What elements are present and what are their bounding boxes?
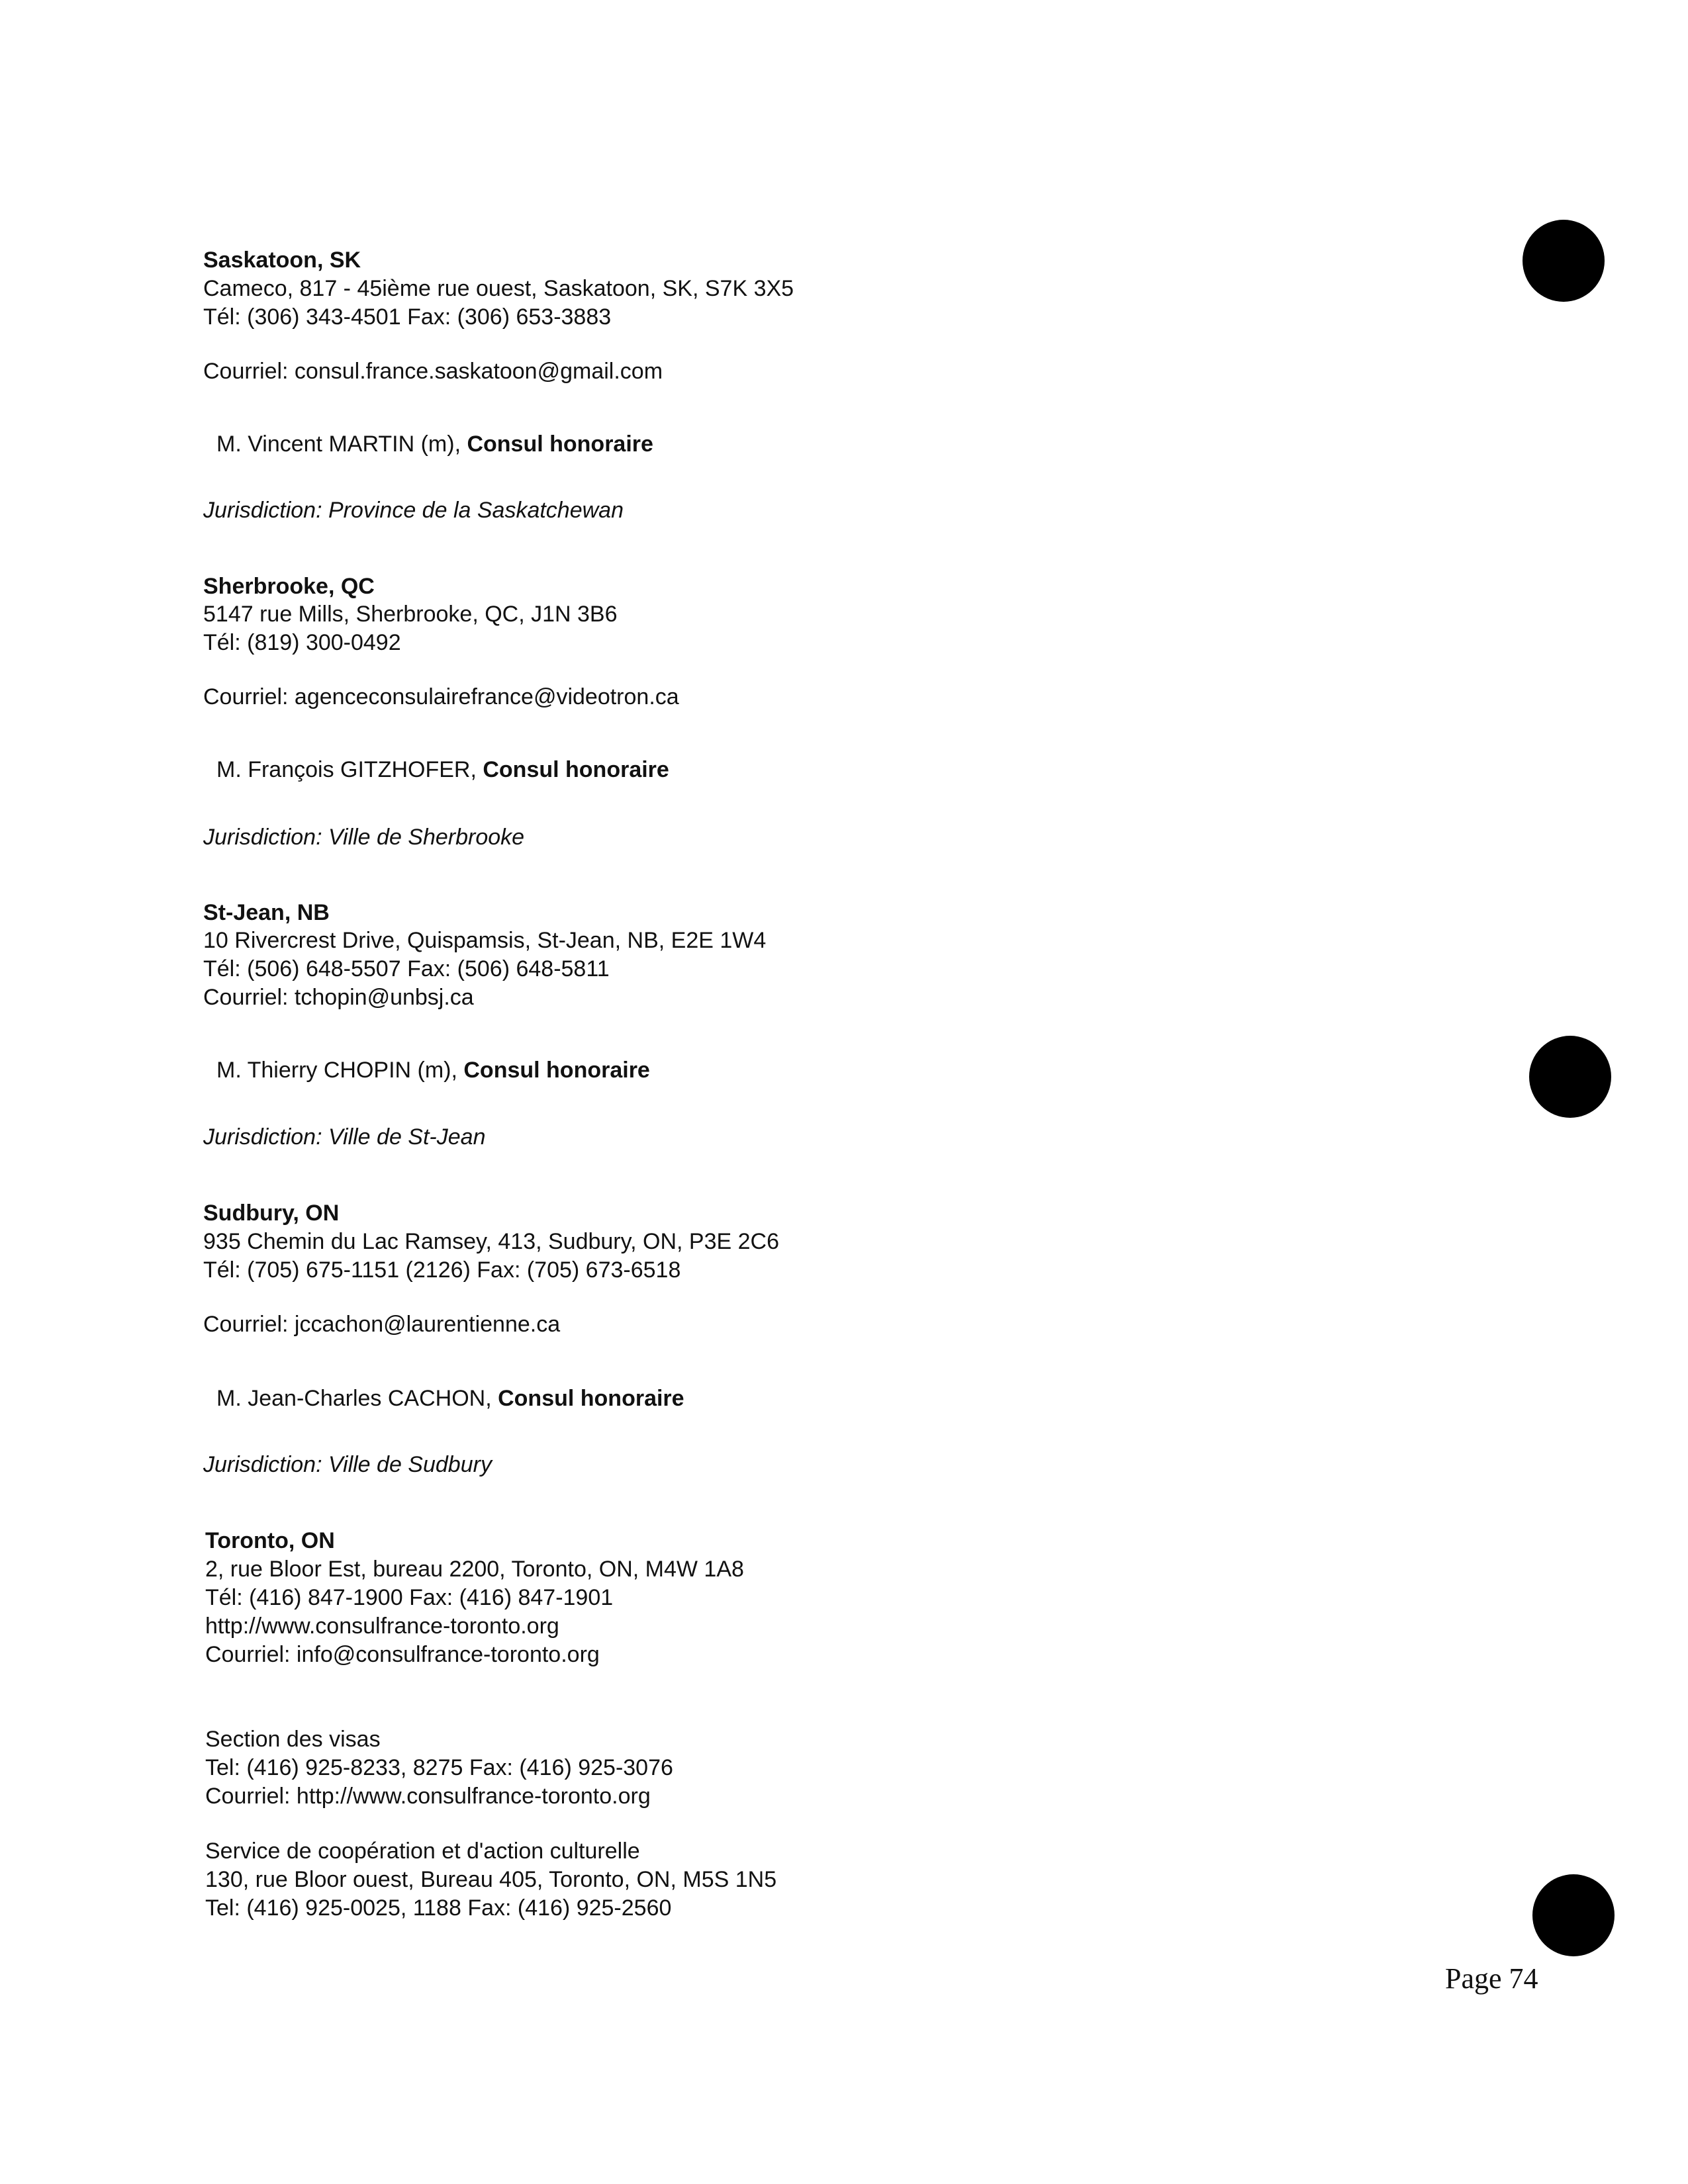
- toronto-heading: Toronto, ON: [205, 1528, 335, 1553]
- consul-role: Consul honoraire: [498, 1386, 684, 1411]
- punch-hole-middle: [1529, 1036, 1611, 1118]
- saskatoon-heading: Saskatoon, SK: [203, 248, 361, 273]
- sudbury-email: Courriel: jccachon@laurentienne.ca: [203, 1312, 561, 1337]
- punch-hole-top: [1523, 220, 1605, 302]
- stjean-address: 10 Rivercrest Drive, Quispamsis, St-Jean, NB, E2E 1W4: [203, 928, 767, 953]
- toronto-tel: Tél: (416) 847-1900 Fax: (416) 847-1901: [205, 1585, 614, 1610]
- toronto-email: Courriel: info@consulfrance-toronto.org: [205, 1642, 600, 1667]
- saskatoon-jurisdiction: Jurisdiction: Province de la Saskatchewan: [203, 498, 624, 523]
- page-number: Page 74: [1445, 1962, 1538, 1995]
- stjean-email: Courriel: tchopin@unbsj.ca: [203, 985, 474, 1010]
- saskatoon-consul: [216, 430, 653, 459]
- sudbury-jurisdiction: Jurisdiction: Ville de Sudbury: [203, 1452, 492, 1477]
- sherbrooke-jurisdiction: Jurisdiction: Ville de Sherbrooke: [203, 825, 525, 850]
- sherbrooke-tel: Tél: (819) 300-0492: [203, 630, 401, 655]
- consul-role: Consul honoraire: [463, 1058, 650, 1083]
- sherbrooke-address: 5147 rue Mills, Sherbrooke, QC, J1N 3B6: [203, 602, 618, 627]
- culture-tel: Tel: (416) 925-0025, 1188 Fax: (416) 925-2560: [205, 1895, 672, 1921]
- visas-tel: Tel: (416) 925-8233, 8275 Fax: (416) 925-3076: [205, 1755, 673, 1780]
- sudbury-address: 935 Chemin du Lac Ramsey, 413, Sudbury, ON, P3E 2C6: [203, 1229, 779, 1254]
- saskatoon-tel: Tél: (306) 343-4501 Fax: (306) 653-3883: [203, 304, 612, 330]
- sherbrooke-consul: [216, 756, 669, 784]
- visas-section-title: Section des visas: [205, 1727, 381, 1752]
- sherbrooke-heading: Sherbrooke, QC: [203, 574, 375, 599]
- toronto-website: http://www.consulfrance-toronto.org: [205, 1614, 559, 1639]
- stjean-jurisdiction: Jurisdiction: Ville de St-Jean: [203, 1124, 486, 1150]
- consul-role: Consul honoraire: [467, 432, 653, 457]
- toronto-address: 2, rue Bloor Est, bureau 2200, Toronto, ON, M4W 1A8: [205, 1557, 744, 1582]
- stjean-tel: Tél: (506) 648-5507 Fax: (506) 648-5811: [203, 956, 610, 981]
- visas-email: Courriel: http://www.consulfrance-toronto.org: [205, 1784, 651, 1809]
- sudbury-consul: [216, 1385, 684, 1413]
- sudbury-heading: Sudbury, ON: [203, 1201, 340, 1226]
- saskatoon-email: Courriel: consul.france.saskatoon@gmail.com: [203, 359, 663, 384]
- sherbrooke-email: Courriel: agenceconsulairefrance@videotron.ca: [203, 684, 679, 709]
- consul-name: M. François GITZHOFER,: [216, 757, 483, 782]
- culture-address: 130, rue Bloor ouest, Bureau 405, Toronto, ON, M5S 1N5: [205, 1867, 777, 1892]
- consul-name: M. Jean-Charles CACHON,: [216, 1386, 498, 1411]
- saskatoon-address: Cameco, 817 - 45ième rue ouest, Saskatoon, SK, S7K 3X5: [203, 276, 794, 301]
- punch-hole-bottom: [1532, 1874, 1615, 1956]
- sudbury-tel: Tél: (705) 675-1151 (2126) Fax: (705) 673-6518: [203, 1257, 681, 1283]
- stjean-heading: St-Jean, NB: [203, 900, 330, 925]
- consul-role: Consul honoraire: [483, 757, 669, 782]
- stjean-consul: [216, 1056, 650, 1085]
- culture-section-title: Service de coopération et d'action culturelle: [205, 1839, 640, 1864]
- consul-name: M. Thierry CHOPIN (m),: [216, 1058, 464, 1083]
- consul-name: M. Vincent MARTIN (m),: [216, 432, 467, 457]
